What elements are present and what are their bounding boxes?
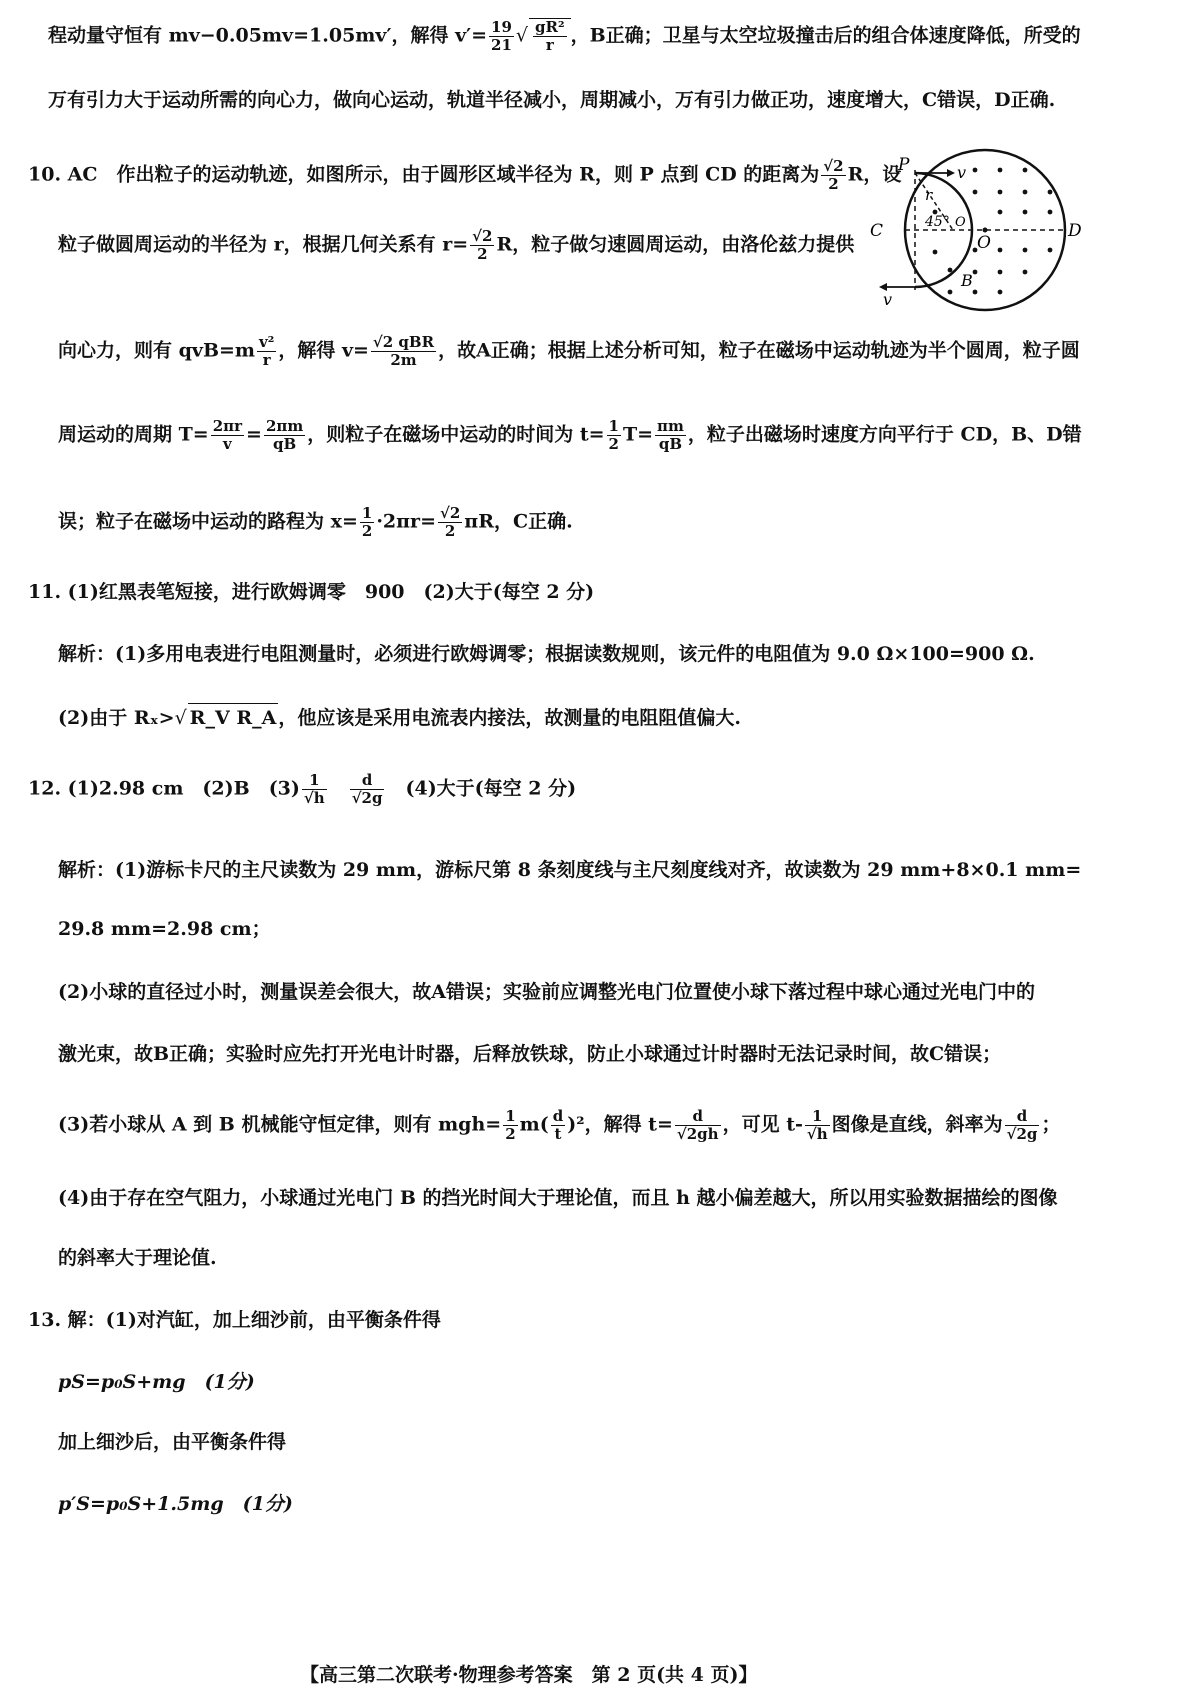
page-footer: 【高三第二次联考·物理参考答案 第 2 页(共 4 页)】 [300,1664,758,1686]
q11-line-2: 解析：(1)多用电表进行电阻测量时，必须进行欧姆调零；根据读数规则，该元件的电阻值为 9.0 Ω×100=900 Ω. [58,643,1035,665]
label-o: O [977,233,991,253]
q12-line-4: (2)小球的直径过小时，测量误差会很大，故A错误；实验前应调整光电门位置使小球下落过程中球心通过光电门中的 [58,981,1035,1003]
q12-line-6: (3)若小球从 A 到 B 机械能守恒定律，则有 mgh= $\frac{1}{2}$ m( $\frac{d}{t}$ )²，解得 t= $\frac{d}{√2gh}$ ，可见 t- $\frac{1}{√h}$ 图像是直线，斜率为 $\frac{d}{√2g}$ ； [58,1107,1061,1143]
q13-line-3: 加上细沙后，由平衡条件得 [58,1431,287,1453]
label-b: B [961,271,973,290]
q10-line-5: 误；粒子在磁场中运动的路程为 x= $\frac{1}{2}$ ·2πr= $\frac{√2}{2}$ πR，C正确. [58,504,573,540]
fraction: $\frac{19}{21}$ [491,18,512,54]
q10-line-3: 向心力，则有 qvB=m $\frac{\text{v²}}{r}$ ，解得 v= $\frac{\text{√2 qBR}}{2m}$ ，故A正确；根据上述分析可知，粒子在磁场中运动轨迹为半个圆周，粒子圆 [58,333,1080,369]
label-d: D [1068,221,1082,241]
label-angle: 45° [925,214,950,230]
q12-line-5: 激光束，故B正确；实验时应先打开光电计时器，后释放铁球，防止小球通过计时器时无法记录时间，故C错误； [58,1043,1002,1065]
q10-line-2: 粒子做圆周运动的半径为 r，根据几何关系有 r= $\frac{√2}{2}$ R，粒子做匀速圆周运动，由洛伦兹力提供 [58,227,855,263]
q12-line-2: 解析：(1)游标卡尺的主尺读数为 29 mm，游标尺第 8 条刻度线与主尺刻度线对齐，故读数为 29 mm+8×0.1 mm= [58,859,1082,881]
q12-line-1: 12. (1)2.98 cm (2)B (3) $\frac{1}{√h}$ $\frac{d}{√2g}$ (4)大于(每空 2 分) [28,771,577,807]
q10-line-4: 周运动的周期 T= $\frac{2\pi r}{v}$ = $\frac{2\pi m}{qB}$ ，则粒子在磁场中运动的时间为 t= $\frac{1}{2}$ T= $\frac{\pi m}{qB}$ ，粒子出磁场时速度方向平行于 CD，B、D错 [58,417,1082,453]
q10-line-1: 10. AC 作出粒子的运动轨迹，如图所示，由于圆形区域半径为 R，则 P 点到 CD 的距离为 $\frac{√2}{2}$ R，设 [28,157,902,193]
label-v-bottom: v [883,290,893,309]
q13-line-2: pS=p₀S+mg (1分) [58,1371,255,1393]
q11-line-3: (2)由于 Rₓ>√ R_V R_A ，他应该是采用电流表内接法，故测量的电阻阻值偏大. [58,703,741,732]
label-r: r [925,186,933,204]
sqrt: $\frac{\text{gR²}}{r}$ [529,18,571,54]
q12-line-8: 的斜率大于理论值. [58,1247,217,1269]
q11-line-1: 11. (1)红黑表笔短接，进行欧姆调零 900 (2)大于(每空 2 分) [28,581,595,603]
label-c: C [870,221,884,241]
q13-line-1: 13. 解：(1)对汽缸，加上细沙前，由平衡条件得 [28,1309,441,1331]
q12-line-3: 29.8 mm=2.98 cm； [58,918,271,940]
q12-line-7: (4)由于存在空气阻力，小球通过光电门 B 的挡光时间大于理论值，而且 h 越小偏差越大，所以用实验数据描绘的图像 [58,1187,1058,1209]
label-v-top: v [957,163,967,182]
q13-line-4: p′S=p₀S+1.5mg (1分) [58,1493,293,1515]
q9-line-1: 程动量守恒有 mv−0.05mv=1.05mv′，解得 v′= $\frac{19}{21}$ √ $\frac{\text{gR²}}{r}$ ，B正确；卫星与太空垃圾撞击后的组合体速度降低，所受的 [48,18,1081,54]
q9-line-2: 万有引力大于运动所需的向心力，做向心运动，轨道半径减小，周期减小，万有引力做正功，速度增大，C错误，D正确. [48,89,1056,111]
label-o-small: O [955,215,966,230]
magnetic-field-circle-figure [865,140,1080,315]
label-p: P [898,155,910,175]
